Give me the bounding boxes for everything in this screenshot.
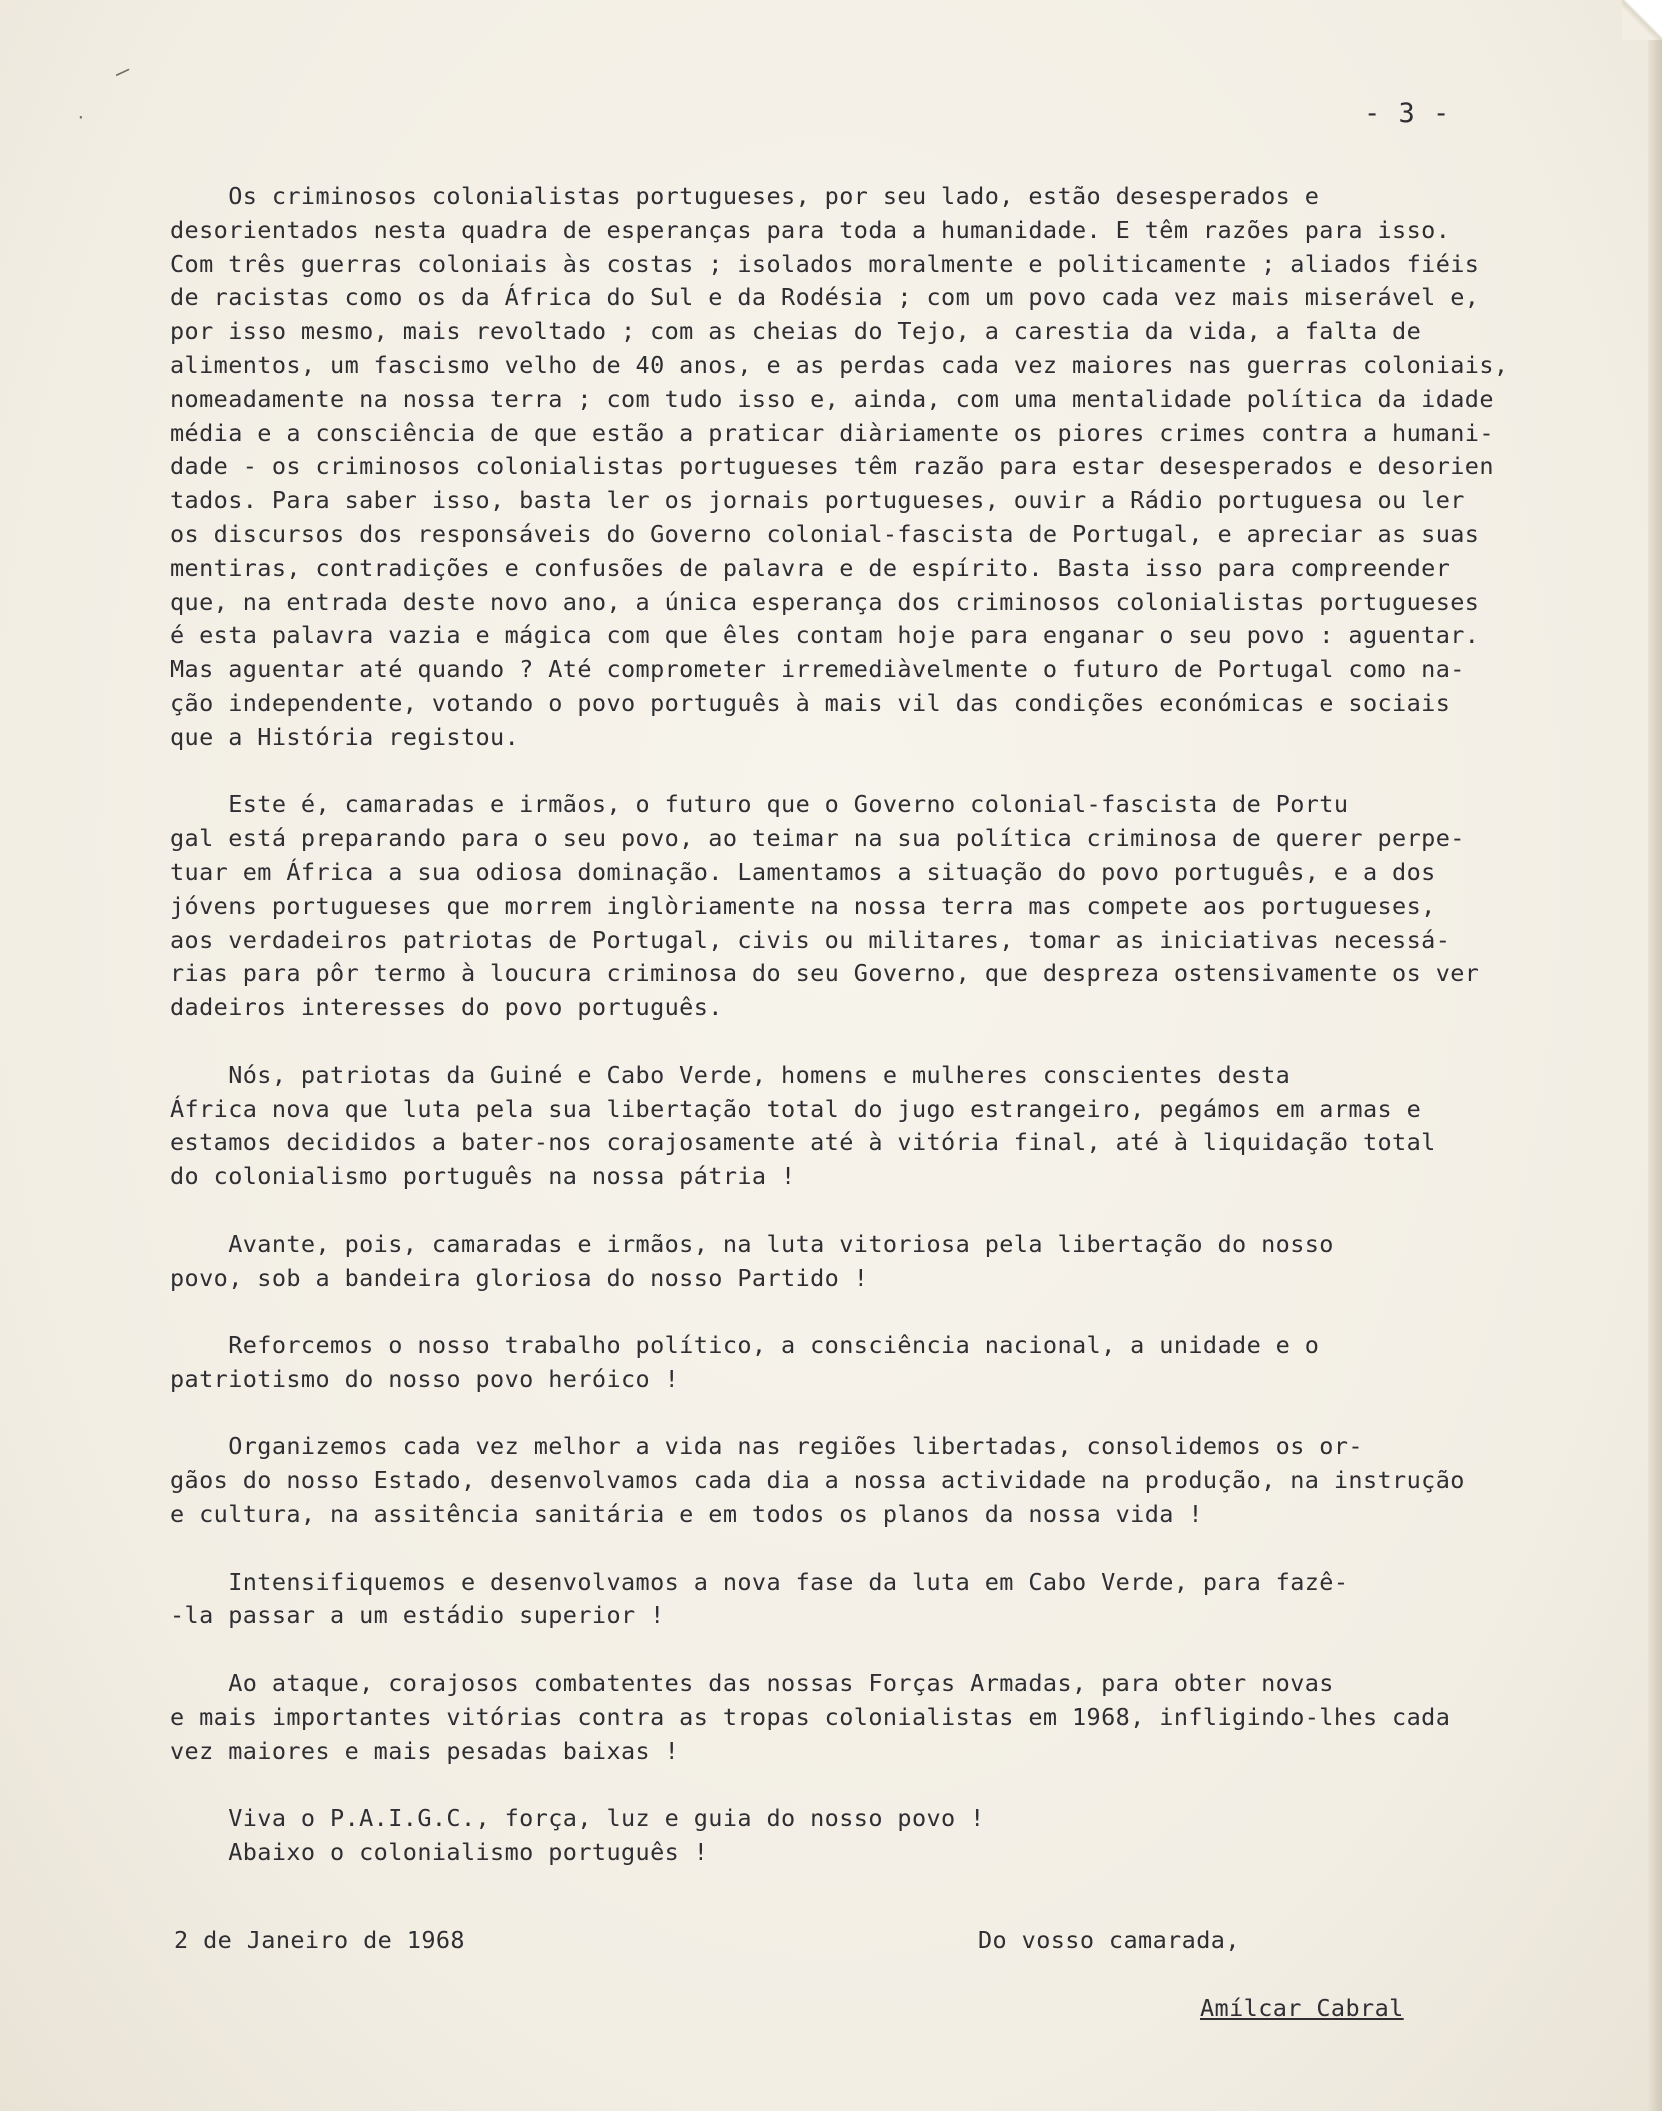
paragraph [170, 1228, 1590, 1296]
text-line: Ao ataque, corajosos combatentes das nossas Forças Armadas, para obter novas [170, 1669, 1334, 1698]
text-line: nomeadamente na nossa terra ; com tudo isso e, ainda, com uma mentalidade política da idade [170, 384, 1494, 413]
paragraph [170, 1802, 1590, 1870]
text-line: Viva o P.A.I.G.C., força, luz e guia do nosso povo ! [170, 1804, 985, 1833]
letter-date: 2 de Janeiro de 1968 [174, 1925, 465, 1954]
text-line: do colonialismo português na nossa pátria ! [170, 1162, 796, 1191]
paragraph [170, 1329, 1590, 1397]
signoff-row [170, 1924, 1590, 1958]
paragraph [170, 1566, 1590, 1634]
text-line: é esta palavra vazia e mágica com que êles contam hoje para enganar o seu povo : aguentar. [170, 621, 1480, 650]
text-line: jóvens portugueses que morrem inglòriamente na nossa terra mas compete aos portugueses, [170, 891, 1436, 920]
text-line: por isso mesmo, mais revoltado ; com as cheias do Tejo, a carestia da vida, a falta de [170, 317, 1422, 346]
text-line: que a História registou. [170, 722, 520, 751]
text-line: tuar em África a sua odiosa dominação. Lamentamos a situação do povo português, e a dos [170, 857, 1436, 886]
text-line: dadeiros interesses do povo português. [170, 993, 723, 1022]
text-line: povo, sob a bandeira gloriosa do nosso Partido ! [170, 1263, 869, 1292]
text-line: mentiras, contradições e confusões de palavra e de espírito. Basta isso para compreender [170, 553, 1451, 582]
text-line: patriotismo do nosso povo heróico ! [170, 1364, 680, 1393]
text-line: Nós, patriotas da Guiné e Cabo Verde, homens e mulheres conscientes desta [170, 1060, 1291, 1089]
text-line: Abaixo o colonialismo português ! [170, 1838, 709, 1867]
text-line: Reforcemos o nosso trabalho político, a consciência nacional, a unidade e o [170, 1331, 1320, 1360]
text-line: gãos do nosso Estado, desenvolvamos cada dia a nossa actividade na produção, na instrução [170, 1466, 1465, 1495]
text-line: África nova que luta pela sua libertação total do jugo estrangeiro, pegámos em armas e [170, 1094, 1422, 1123]
paragraph [170, 180, 1590, 755]
text-line: desorientados nesta quadra de esperanças para toda a humanidade. E têm razões para isso. [170, 215, 1451, 244]
signature: Amílcar Cabral [1200, 1994, 1404, 2022]
text-line: e mais importantes vitórias contra as tropas colonialistas em 1968, infligindo-lhes cada [170, 1702, 1451, 1731]
text-line: tados. Para saber isso, basta ler os jornais portugueses, ouvir a Rádio portuguesa ou ler [170, 486, 1465, 515]
letter-body [170, 180, 1590, 1958]
text-line: Os criminosos colonialistas portugueses, por seu lado, estão desesperados e [170, 182, 1320, 210]
paragraph [170, 1430, 1590, 1531]
text-line: dade - os criminosos colonialistas portugueses têm razão para estar desesperados e desorien [170, 452, 1494, 481]
page-corner-fold [1622, 0, 1662, 40]
ink-speck: · [76, 108, 86, 127]
paragraph [170, 1059, 1590, 1194]
page-number: - 3 - [1364, 98, 1451, 129]
paragraph [170, 1667, 1590, 1768]
text-line: Avante, pois, camaradas e irmãos, na luta vitoriosa pela libertação do nosso [170, 1229, 1334, 1258]
text-line: estamos decididos a bater-nos corajosamente até à vitória final, até à liquidação total [170, 1128, 1436, 1157]
ink-speck: ⸝ [111, 47, 138, 86]
text-line: que, na entrada deste novo ano, a única esperança dos criminosos colonialistas portugueses [170, 587, 1480, 616]
text-line: vez maiores e mais pesadas baixas ! [170, 1736, 680, 1765]
text-line: e cultura, na assitência sanitária e em todos os planos da nossa vida ! [170, 1500, 1203, 1529]
text-line: rias para pôr termo à loucura criminosa do seu Governo, que despreza ostensivamente os ver [170, 959, 1480, 988]
text-line: Este é, camaradas e irmãos, o futuro que o Governo colonial-fascista de Portu [170, 790, 1349, 819]
paragraph [170, 788, 1590, 1025]
closing-line: Do vosso camarada, [978, 1925, 1240, 1954]
text-line: -la passar a um estádio superior ! [170, 1601, 665, 1630]
text-line: Organizemos cada vez melhor a vida nas regiões libertadas, consolidemos os or- [170, 1432, 1363, 1461]
text-line: média e a consciência de que estão a praticar diàriamente os piores crimes contra a humani- [170, 418, 1494, 447]
text-line: Intensifiquemos e desenvolvamos a nova fase da luta em Cabo Verde, para fazê- [170, 1567, 1349, 1596]
text-line: de racistas como os da África do Sul e da Rodésia ; com um povo cada vez mais miserável e, [170, 283, 1480, 312]
text-line: ção independente, votando o povo português à mais vil das condições económicas e sociais [170, 688, 1451, 717]
text-line: Com três guerras coloniais às costas ; isolados moralmente e politicamente ; aliados fiéis [170, 249, 1480, 278]
page-edge [1648, 0, 1662, 2111]
text-line: os discursos dos responsáveis do Governo colonial-fascista de Portugal, e apreciar as suas [170, 519, 1480, 548]
text-line: gal está preparando para o seu povo, ao teimar na sua política criminosa de querer perpe- [170, 824, 1465, 853]
text-line: alimentos, um fascismo velho de 40 anos, e as perdas cada vez maiores nas guerras coloniais, [170, 350, 1509, 379]
text-line: aos verdadeiros patriotas de Portugal, civis ou militares, tomar as iniciativas necessá- [170, 925, 1451, 954]
text-line: Mas aguentar até quando ? Até comprometer irremediàvelmente o futuro de Portugal como na- [170, 655, 1465, 684]
